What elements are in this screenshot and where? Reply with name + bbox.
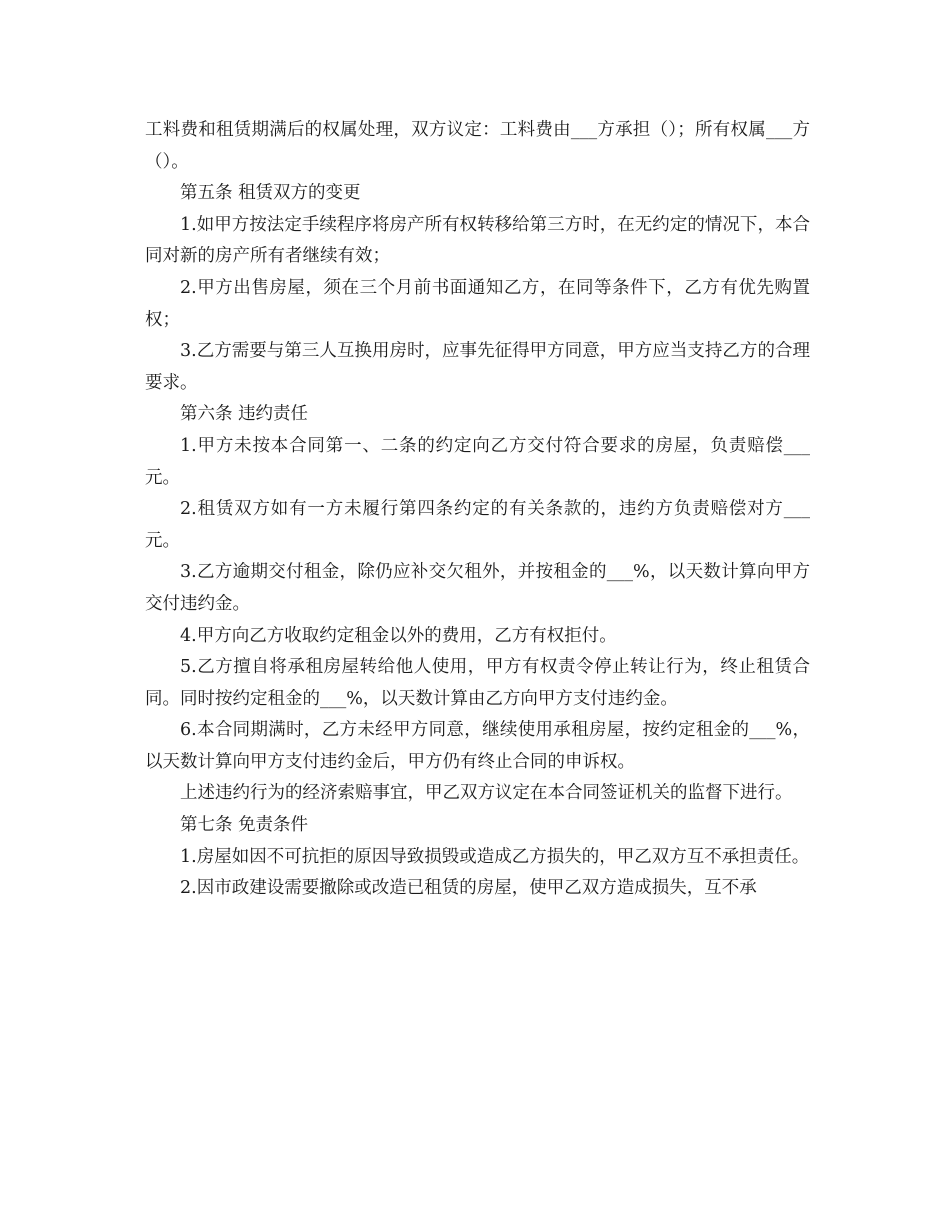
paragraph: 1.房屋如因不可抗拒的原因导致损毁或造成乙方损失的，甲乙双方互不承担责任。: [180, 846, 810, 867]
paragraph: 3.乙方需要与第三人互换用房时，应事先征得甲方同意，甲方应当支持乙方的合理要求。: [145, 341, 810, 393]
section-heading-6: 第六条 违约责任: [180, 404, 309, 425]
paragraph: 4.甲方向乙方收取约定租金以外的费用，乙方有权拒付。: [180, 625, 617, 646]
paragraph: 2.因市政建设需要撤除或改造已租赁的房屋，使甲乙双方造成损失，互不承: [180, 878, 757, 899]
section-heading-5: 第五条 租赁双方的变更: [180, 183, 361, 204]
paragraph: 工料费和租赁期满后的权属处理，双方议定：工料费由___方承担（）；所有权属___方（）。: [145, 120, 810, 172]
paragraph: 2.甲方出售房屋，须在三个月前书面通知乙方，在同等条件下，乙方有优先购置权；: [145, 277, 810, 330]
paragraph: 1.如甲方按法定手续程序将房产所有权转移给第三方时，在无约定的情况下，本合同对新的房产所有者继续有效；: [145, 214, 810, 267]
paragraph: 2.租赁双方如有一方未履行第四条约定的有关条款的，违约方负责赔偿对方___元。: [145, 499, 810, 551]
paragraph: 5.乙方擅自将承租房屋转给他人使用，甲方有权责令停止转让行为，终止租赁合同。同时按约定租金的___%，以天数计算由乙方向甲方支付违约金。: [145, 657, 810, 709]
paragraph: 3.乙方逾期交付租金，除仍应补交欠租外，并按租金的___%，以天数计算向甲方交付违约金。: [145, 562, 810, 614]
paragraph: 1.甲方未按本合同第一、二条的约定向乙方交付符合要求的房屋，负责赔偿___元。: [145, 435, 810, 488]
section-heading-7: 第七条 免责条件: [180, 815, 309, 836]
paragraph: 6.本合同期满时，乙方未经甲方同意，继续使用承租房屋，按约定租金的___%，以天数计算向甲方支付违约金后，甲方仍有终止合同的申诉权。: [145, 720, 810, 772]
contract-body: [145, 115, 810, 905]
paragraph: 上述违约行为的经济索赔事宜，甲乙双方议定在本合同签证机关的监督下进行。: [180, 783, 793, 804]
